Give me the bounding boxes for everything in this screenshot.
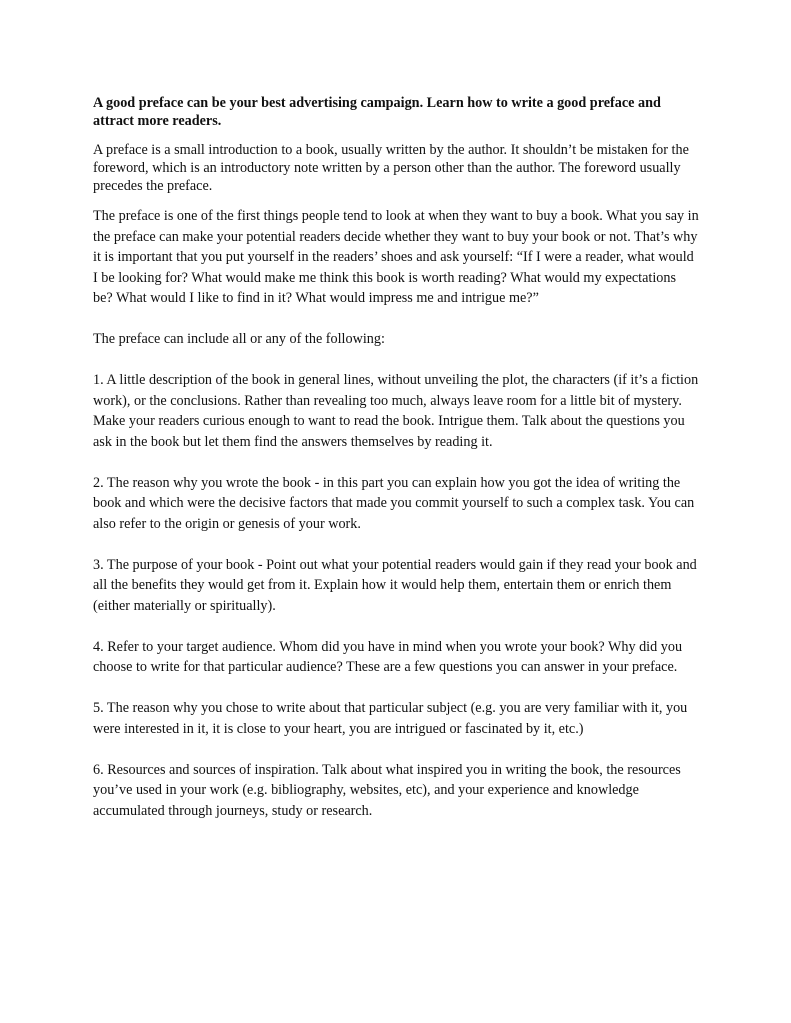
intro-paragraph: A preface is a small introduction to a book, usually written by the author. It shouldn’t be mistaken for the foreword, which is an introductory note written by a person other than the author. The foreword usually precedes the preface. xyxy=(93,142,689,194)
list-item-description: 1. A little description of the book in general lines, without unveiling the plot, the characters (if it’s a fiction work), or the conclusions. Rather than revealing too much, always leave room for a little bit of mystery. Make your readers curious enough to want to read the book. Intrigue them. Talk about the questions you ask in the book but let them find the answers themselves by reading it. xyxy=(93,372,699,450)
document-page xyxy=(93,94,699,842)
list-item-purpose: 3. The purpose of your book - Point out what your potential readers would gain if they read your book and all the benefits they would get from it. Explain how it would help them, entertain them or enrich them (either materially or spiritually). xyxy=(93,556,697,614)
list-item-resources: 6. Resources and sources of inspiration. Talk about what inspired you in writing the book, the resources you’ve used in your work (e.g. bibliography, websites, etc), and your experience and knowledge accumulated through journeys, study or research. xyxy=(93,761,681,819)
document-headline: A good preface can be your best advertising campaign. Learn how to write a good preface and attract more readers. xyxy=(93,95,661,129)
list-item-audience: 4. Refer to your target audience. Whom did you have in mind when you wrote your book? Why did you choose to write for that particular audience? These are a few questions you can answer in your preface. xyxy=(93,638,683,675)
list-item-subject: 5. The reason why you chose to write about that particular subject (e.g. you are very familiar with it, you were interested in it, it is close to your heart, you are intrigued or fascinated by it, etc.) xyxy=(93,700,688,737)
body-paragraph-preface-importance: The preface is one of the first things people tend to look at when they want to buy a book. What you say in the preface can make your potential readers decide whether they want to buy your book or not. That’s why it is important that you put yourself in the readers’ shoes and ask yourself: “If I were a reader, what would I be looking for? What would make me think this book is worth reading? What would my expectations be? What would I like to find in it? What would impress me and intrigue me?” xyxy=(93,208,699,306)
body-paragraph-list-intro: The preface can include all or any of the following: xyxy=(93,331,385,347)
list-item-reason: 2. The reason why you wrote the book - in this part you can explain how you got the idea of writing the book and which were the decisive factors that made you commit yourself to such a complex task. You can also refer to the origin or genesis of your work. xyxy=(93,474,695,532)
